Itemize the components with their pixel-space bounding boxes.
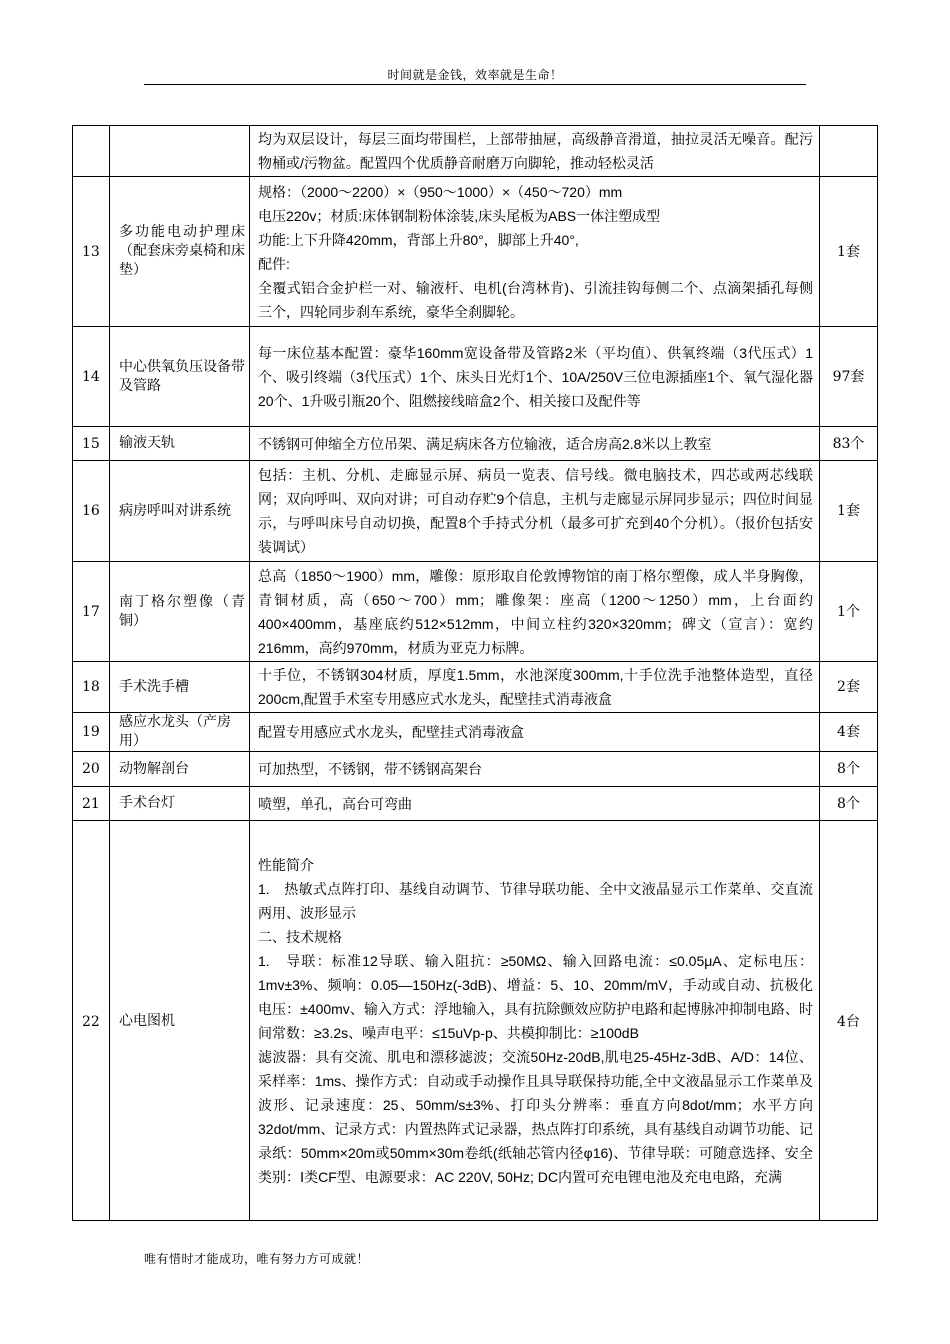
item-quantity: 1个 (820, 562, 878, 662)
table-row (73, 713, 878, 752)
row-number: 19 (73, 713, 110, 752)
equipment-spec-table (72, 125, 878, 1221)
row-number: 18 (73, 662, 110, 713)
item-quantity: 83个 (820, 427, 878, 461)
item-quantity: 1套 (820, 177, 878, 327)
item-description: 均为双层设计，每层三面均带围栏，上部带抽屉，高级静音滑道，抽拉灵活无噪音。配污物桶或/污物盆。配置四个优质静音耐磨万向脚轮，推动轻松灵活 (250, 126, 820, 177)
item-quantity: 2套 (820, 662, 878, 713)
item-description: 每一床位基本配置：豪华160mm宽设备带及管路2米（平均值）、供氧终端（3代压式）1个、吸引终端（3代压式）1个、床头日光灯1个、10A/250V三位电源插座1个、氧气湿化器20个、1升吸引瓶20个、阻燃接线暗盒2个、相关接口及配件等 (250, 327, 820, 427)
item-quantity: 97套 (820, 327, 878, 427)
item-name: 南丁格尔塑像（青铜） (110, 562, 250, 662)
table-row (73, 327, 878, 427)
table-row (73, 752, 878, 787)
page-footer-motto: 唯有惜时才能成功，唯有努力方可成就！ (144, 1252, 370, 1266)
item-name: 心电图机 (110, 821, 250, 1221)
header-divider (144, 84, 806, 85)
item-quantity: 4套 (820, 713, 878, 752)
row-number: 20 (73, 752, 110, 787)
page-header-motto: 时间就是金钱，效率就是生命！ (387, 68, 563, 82)
item-name: 感应水龙头（产房用） (110, 713, 250, 752)
row-number: 17 (73, 562, 110, 662)
item-quantity: 8个 (820, 787, 878, 821)
item-description: 包括：主机、分机、走廊显示屏、病员一览表、信号线。微电脑技术，四芯或两芯线联网；双向呼叫、双向对讲；可自动存贮9个信息，主机与走廊显示屏同步显示；四位时间显示，与呼叫床号自动切换，配置8个手持式分机（最多可扩充到40个分机）。（报价包括安装调试） (250, 461, 820, 562)
item-name: 输液天轨 (110, 427, 250, 461)
row-number: 16 (73, 461, 110, 562)
row-number: 21 (73, 787, 110, 821)
item-name: 手术洗手槽 (110, 662, 250, 713)
item-quantity (820, 126, 878, 177)
row-number: 15 (73, 427, 110, 461)
row-number: 22 (73, 821, 110, 1221)
item-description: 总高（1850～1900）mm，雕像：原形取自伦敦博物馆的南丁格尔塑像，成人半身胸像，青铜材质，高（650～700）mm；雕像架：座高（1200～1250）mm，上台面约400×400mm，基座底约512×512mm，中间立柱约320×320mm；碑文（宣言）：宽约216mm，高约970mm，材质为亚克力标牌。 (250, 562, 820, 662)
table-row (73, 126, 878, 177)
item-name (110, 126, 250, 177)
row-number (73, 126, 110, 177)
row-number: 13 (73, 177, 110, 327)
item-description: 不锈钢可伸缩全方位吊架、满足病床各方位输液，适合房高2.8米以上教室 (250, 427, 820, 461)
item-description: 规格：（2000～2200）×（950～1000）×（450～720）mm 电压220v；材质:床体钢制粉体涂装,床头尾板为ABS一体注塑成型 功能:上下升降420mm，背部上升80°，脚部上升40°, 配件: 全覆式铝合金护栏一对、输液杆、电机(台湾林肯)、引流挂钩每侧二个、点滴架插孔每侧三个，四轮同步刹车系统，豪华全刹脚轮。 (250, 177, 820, 327)
item-quantity: 8个 (820, 752, 878, 787)
item-description: 可加热型，不锈钢，带不锈钢高架台 (250, 752, 820, 787)
item-description: 配置专用感应式水龙头，配壁挂式消毒液盒 (250, 713, 820, 752)
table-row (73, 662, 878, 713)
row-number: 14 (73, 327, 110, 427)
item-quantity: 4台 (820, 821, 878, 1221)
item-name: 多功能电动护理床（配套床旁桌椅和床垫） (110, 177, 250, 327)
item-description: 喷塑，单孔，高台可弯曲 (250, 787, 820, 821)
item-name: 中心供氧负压设备带及管路 (110, 327, 250, 427)
item-name: 病房呼叫对讲系统 (110, 461, 250, 562)
table-row (73, 177, 878, 327)
item-name: 手术台灯 (110, 787, 250, 821)
table-row (73, 562, 878, 662)
table-row (73, 427, 878, 461)
item-quantity: 1套 (820, 461, 878, 562)
table-row (73, 787, 878, 821)
item-name: 动物解剖台 (110, 752, 250, 787)
item-description: 性能简介 1. 热敏式点阵打印、基线自动调节、节律导联功能、全中文液晶显示工作菜单、交直流两用、波形显示 二、技术规格 1. 导联：标准12导联、输入阻抗：≥50MΩ、输入回路电流：≤0.05μA、定标电压：1mv±3%、频响：0.05—150Hz(-3dB)、增益：5、10、20mm/mV，手动或自动、抗极化电压：±400mv、输入方式：浮地输入，具有抗除颤效应防护电路和起博脉冲抑制电路、时间常数：≥3.2s、噪声电平：≤15uVp-p、共模抑制比：≥100dB 滤波器：具有交流、肌电和漂移滤波；交流50Hz-20dB,肌电25-45Hz-3dB、A/D：14位、采样率：1ms、操作方式：自动或手动操作且具导联保持功能,全中文液晶显示工作菜单及波形、记录速度：25、50mm/s±3%、打印头分辨率：垂直方向8dot/mm；水平方向32dot/mm、记录方式：内置热阵式记录器，热点阵打印系统，具有基线自动调节功能、记录纸：50mm×20m或50mm×30m卷纸(纸轴芯管内径φ16)、节律导联：可随意选择、安全类别：Ⅰ类CF型、电源要求：AC 220V, 50Hz; DC内置可充电锂电池及充电电路，充满 (250, 821, 820, 1221)
table-row (73, 461, 878, 562)
item-description: 十手位，不锈钢304材质，厚度1.5mm，水池深度300mm,十手位洗手池整体造型，直径200cm,配置手术室专用感应式水龙头，配壁挂式消毒液盒 (250, 662, 820, 713)
table-row (73, 821, 878, 1221)
